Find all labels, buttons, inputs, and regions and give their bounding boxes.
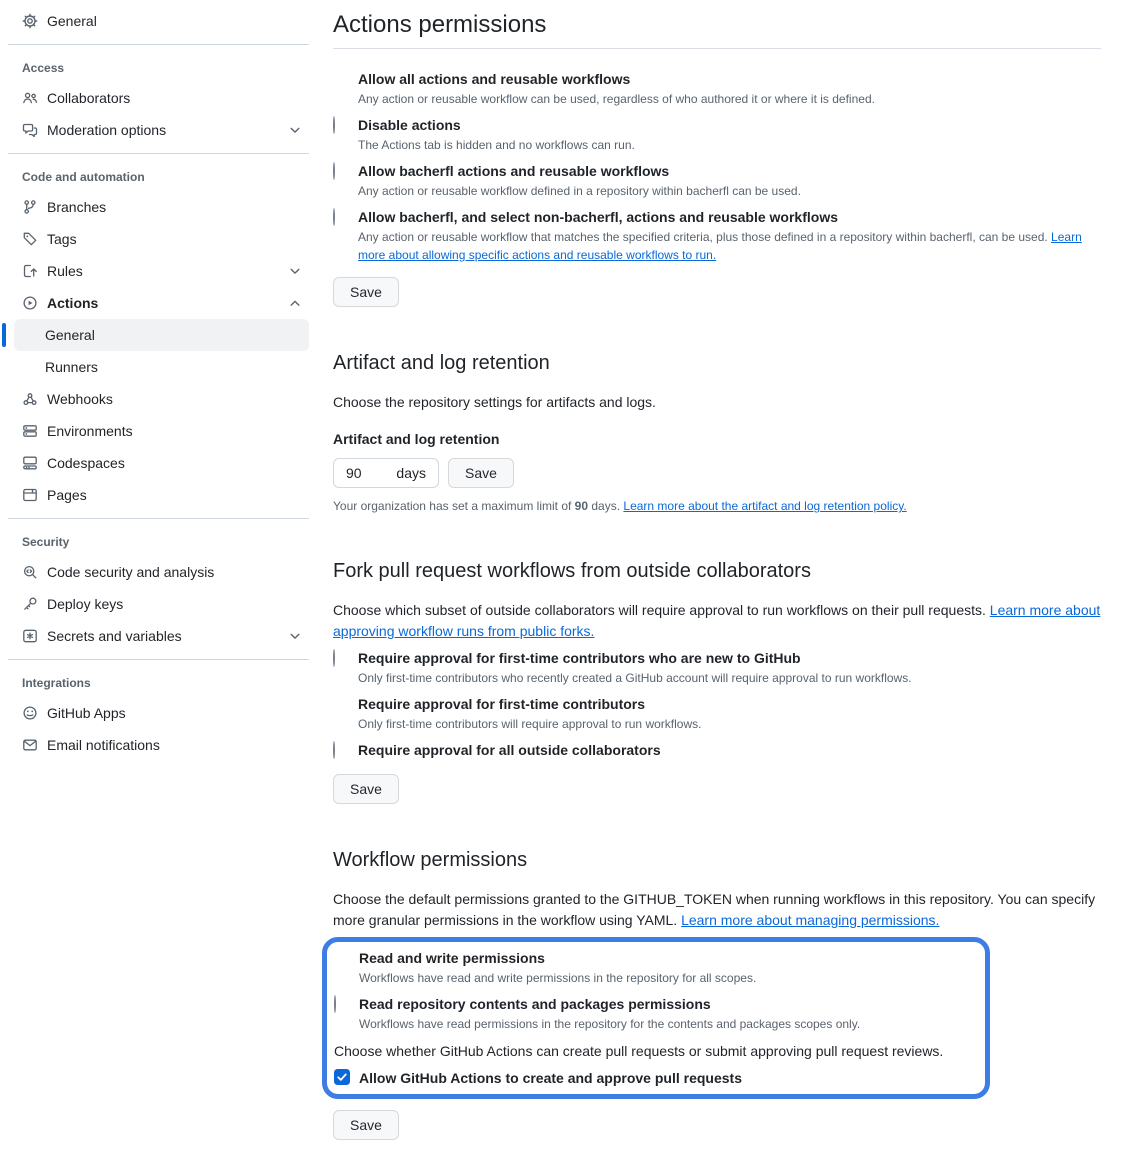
checkbox-row-allow-pr[interactable]: [334, 1069, 973, 1088]
key-icon: [22, 596, 38, 612]
retention-note: [333, 497, 1101, 515]
sidebar-section-title-integrations: Integrations: [22, 676, 91, 690]
retention-policy-link[interactable]: Learn more about the artifact and log retention policy.: [623, 499, 907, 513]
sidebar-section-title-access: Access: [22, 61, 65, 75]
selected-indicator: [2, 323, 6, 347]
sidebar-item-deploy-keys[interactable]: [0, 588, 317, 620]
chevron-down-icon: [287, 122, 303, 138]
sidebar-item-actions-general[interactable]: [14, 319, 309, 351]
save-button[interactable]: Save: [333, 277, 399, 307]
radio-button[interactable]: [333, 649, 335, 667]
radio-option-description: The Actions tab is hidden and no workflows can run.: [358, 138, 635, 152]
page-title: Actions permissions: [333, 11, 547, 38]
sidebar-item-label: Environments: [47, 423, 133, 439]
sidebar-item-general[interactable]: [0, 5, 317, 37]
section-divider: [333, 48, 1101, 49]
retention-days-unit: days: [396, 465, 426, 481]
sidebar-item-pages[interactable]: [0, 479, 317, 511]
radio-button[interactable]: [334, 995, 336, 1013]
sidebar-item-label: Collaborators: [47, 90, 131, 106]
radio-option-label[interactable]: Allow bacherfl actions and reusable workflows: [358, 163, 670, 179]
sidebar-item-label: Runners: [45, 359, 98, 375]
sidebar-item-label: Actions: [47, 295, 99, 311]
note-text: days.: [588, 499, 624, 513]
sidebar-section-title-code-automation: Code and automation: [22, 170, 145, 184]
chevron-down-icon: [287, 628, 303, 644]
intro-text: Choose the default permissions granted to the GITHUB_TOKEN when running workflows in this repository. You can specify more granular permissions in the workflow using YAML.: [333, 891, 1096, 928]
comment-discussion-icon: [22, 122, 38, 138]
radio-option-label[interactable]: Require approval for first-time contributors: [358, 696, 646, 712]
tag-icon: [22, 231, 38, 247]
sidebar-item-tags[interactable]: [0, 223, 317, 255]
retention-input-row: [333, 458, 1101, 488]
actions-permissions-radio-group: [333, 69, 1101, 264]
description-text: Any action or reusable workflow that matches the specified criteria, plus those defined in a repository within bacherfl, can be used.: [358, 230, 1052, 244]
radio-option-first-time-new-github[interactable]: [333, 648, 1101, 687]
sidebar-item-label: Branches: [47, 199, 107, 215]
fork-pr-intro: [333, 600, 1101, 642]
settings-sidebar: [0, 0, 317, 1159]
radio-option-allow-org-actions[interactable]: [333, 161, 1101, 200]
radio-option-label[interactable]: Require approval for first-time contributors who are new to GitHub: [358, 650, 801, 666]
sidebar-item-label: GitHub Apps: [47, 705, 126, 721]
sidebar-item-code-security[interactable]: [0, 556, 317, 588]
sidebar-item-environments[interactable]: [0, 415, 317, 447]
people-icon: [22, 90, 38, 106]
intro-text: Choose which subset of outside collaborators will require approval to run workflows on their pull requests.: [333, 602, 990, 618]
sidebar-item-label: Codespaces: [47, 455, 125, 471]
git-branch-icon: [22, 199, 38, 215]
artifact-retention-title: Artifact and log retention: [333, 352, 550, 374]
mail-icon: [22, 737, 38, 753]
radio-button[interactable]: [333, 208, 335, 226]
sidebar-item-label: Tags: [47, 231, 77, 247]
note-max-days: 90: [574, 499, 589, 513]
radio-option-label[interactable]: Disable actions: [358, 117, 461, 133]
section-fork-pr-workflows: [333, 557, 1101, 804]
pr-approval-text: Choose whether GitHub Actions can create pull requests or submit approving pull request reviews.: [334, 1043, 944, 1059]
sidebar-item-label: Rules: [47, 263, 83, 279]
settings-content: [317, 0, 1133, 1159]
highlight-ring: [322, 937, 990, 1099]
radio-option-disable-actions[interactable]: [333, 115, 1101, 154]
section-artifact-retention: [333, 349, 1101, 515]
sidebar-item-codespaces[interactable]: [0, 447, 317, 479]
browser-icon: [22, 487, 38, 503]
retention-field-label: Artifact and log retention: [333, 431, 500, 447]
sidebar-item-branches[interactable]: [0, 191, 317, 223]
section-actions-permissions: [333, 10, 1101, 307]
chevron-down-icon: [287, 263, 303, 279]
play-circle-icon: [22, 295, 38, 311]
sidebar-item-label: Email notifications: [47, 737, 160, 753]
learn-more-specific-actions-link[interactable]: Learn more about allowing specific actions and reusable workflows to run.: [358, 230, 1082, 262]
sidebar-divider: [8, 44, 309, 45]
radio-option-description: Only first-time contributors will require approval to run workflows.: [358, 717, 702, 731]
retention-days-value: 90: [346, 465, 362, 481]
radio-option-description: Workflows have read and write permissions in the repository for all scopes.: [359, 971, 757, 985]
checkbox[interactable]: [334, 1069, 350, 1085]
section-workflow-permissions: [333, 846, 1101, 1140]
radio-option-description: Only first-time contributors who recently created a GitHub account will require approval to run workflows.: [358, 671, 912, 685]
hubot-icon: [22, 705, 38, 721]
sidebar-item-webhooks[interactable]: [0, 383, 317, 415]
codespaces-icon: [22, 455, 38, 471]
sidebar-item-label: Secrets and variables: [47, 628, 182, 644]
sidebar-item-actions[interactable]: [0, 287, 317, 319]
radio-option-all-outside-collaborators[interactable]: [333, 740, 1101, 761]
server-icon: [22, 423, 38, 439]
workflow-permissions-intro: [333, 889, 1101, 931]
save-button[interactable]: Save: [333, 774, 399, 804]
workflow-permissions-title: Workflow permissions: [333, 849, 528, 871]
radio-option-read-only[interactable]: [334, 994, 973, 1033]
managing-permissions-link[interactable]: Learn more about managing permissions.: [681, 912, 940, 928]
secrets-asterisk-icon: [22, 628, 38, 644]
radio-option-allow-all[interactable]: [333, 69, 1101, 108]
sidebar-item-label: General: [45, 327, 95, 343]
fork-pr-title: Fork pull request workflows from outside collaborators: [333, 560, 811, 582]
radio-option-label[interactable]: Read and write permissions: [359, 950, 545, 966]
gear-icon: [22, 13, 38, 29]
radio-option-read-write[interactable]: [334, 948, 973, 987]
radio-button[interactable]: [333, 741, 335, 759]
note-text: Your organization has set a maximum limit of: [333, 499, 575, 513]
fork-pr-radio-group: [333, 648, 1101, 761]
codescan-icon: [22, 564, 38, 580]
radio-option-label[interactable]: Allow bacherfl, and select non-bacherfl, actions and reusable workflows: [358, 209, 838, 225]
radio-option-description: [358, 228, 1101, 264]
radio-option-label[interactable]: Allow all actions and reusable workflows: [358, 71, 631, 87]
approving-workflow-runs-link[interactable]: Learn more about approving workflow runs from public forks.: [333, 602, 1101, 639]
sidebar-item-actions-runners[interactable]: [0, 351, 317, 383]
rules-icon: [22, 263, 38, 279]
webhook-icon: [22, 391, 38, 407]
sidebar-item-label: Moderation options: [47, 122, 167, 138]
sidebar-item-github-apps[interactable]: [0, 697, 317, 729]
chevron-up-icon: [287, 295, 303, 311]
sidebar-item-label: General: [47, 13, 97, 29]
radio-option-description: Any action or reusable workflow can be used, regardless of who authored it or where it is defined.: [358, 92, 875, 106]
save-button[interactable]: Save: [333, 1110, 399, 1140]
radio-option-description: Any action or reusable workflow defined in a repository within bacherfl can be used.: [358, 184, 801, 198]
sidebar-item-label: Code security and analysis: [47, 564, 215, 580]
sidebar-item-moderation-options[interactable]: [0, 114, 317, 146]
sidebar-divider: [8, 518, 309, 519]
sidebar-item-label: Deploy keys: [47, 596, 124, 612]
radio-option-label[interactable]: Require approval for all outside collaborators: [358, 742, 661, 758]
radio-option-description: Workflows have read permissions in the repository for the contents and packages scopes only.: [359, 1017, 861, 1031]
save-button[interactable]: Save: [448, 458, 514, 488]
radio-option-first-time-contributors[interactable]: [333, 694, 1101, 733]
sidebar-item-email-notifications[interactable]: [0, 729, 317, 761]
retention-days-input[interactable]: [333, 458, 439, 488]
sidebar-item-rules[interactable]: [0, 255, 317, 287]
sidebar-divider: [8, 153, 309, 154]
sidebar-item-label: Pages: [47, 487, 87, 503]
radio-button[interactable]: [333, 116, 335, 134]
radio-option-allow-select-actions[interactable]: [333, 207, 1101, 264]
sidebar-divider: [8, 659, 309, 660]
sidebar-section-title-security: Security: [22, 535, 70, 549]
radio-option-label[interactable]: Read repository contents and packages permissions: [359, 996, 711, 1012]
sidebar-item-secrets-variables[interactable]: [0, 620, 317, 652]
sidebar-item-label: Webhooks: [47, 391, 113, 407]
radio-button[interactable]: [333, 162, 335, 180]
sidebar-item-collaborators[interactable]: [0, 82, 317, 114]
checkbox-label[interactable]: Allow GitHub Actions to create and approve pull requests: [359, 1070, 742, 1086]
artifact-retention-intro: Choose the repository settings for artifacts and logs.: [333, 394, 656, 410]
